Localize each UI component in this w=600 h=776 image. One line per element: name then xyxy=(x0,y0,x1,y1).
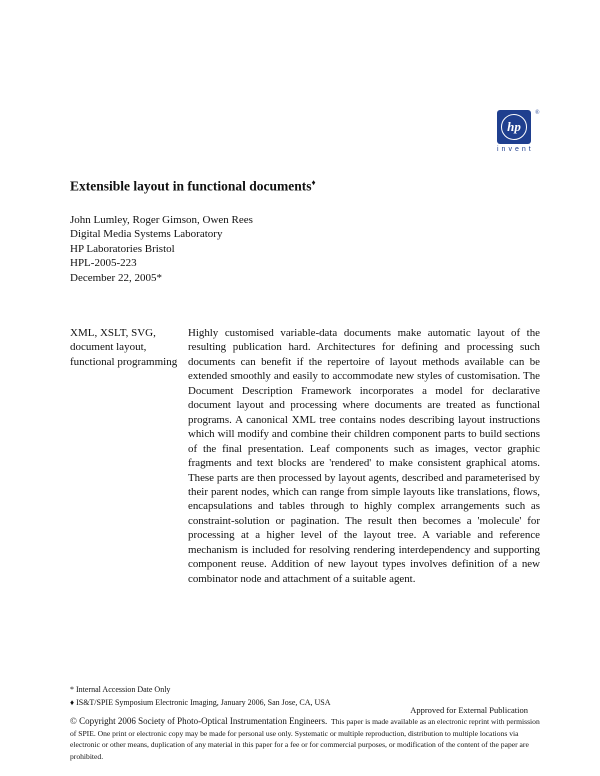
footnote-internal: * Internal Accession Date Only xyxy=(70,685,171,694)
logo-tagline: invent xyxy=(497,146,534,153)
hp-logo-badge xyxy=(497,110,531,144)
approval-note: Approved for External Publication xyxy=(410,705,528,715)
report-date: December 22, 2005* xyxy=(70,271,162,284)
copyright-lead: © Copyright 2006 Society of Photo-Optical Instrumentation Engineers. xyxy=(70,716,328,726)
author-lab: Digital Media Systems Laboratory xyxy=(70,228,223,241)
footnote-symposium: ♦ IS&T/SPIE Symposium Electronic Imaging, January 2006, San Jose, CA, USA xyxy=(70,698,331,707)
registered-mark: ® xyxy=(535,110,540,116)
author-names: John Lumley, Roger Gimson, Owen Rees xyxy=(70,214,253,226)
title-footnote-mark: ♦ xyxy=(311,178,316,187)
abstract: Highly customised variable-data documents make automatic layout of the resulting publication hard. Architectures for defining and processing such documents can benefit if the repertoire of layout methods available can be extended smoothly and easily to accommodate new styles of customisation. The Document Description Framework incorporates a model for declarative document layout and processing where documents are treated as functional programs. A canonical XML tree contains nodes describing layout instructions which will modify and combine their children component parts to build sections of the final presentation. Leaf components such as images, vector graphic fragments and text blocks are 'rendered' to make consistent graphical atoms. These parts are then processed by layout agents, described and parameterised by their parent nodes, which can range from simple layouts like translations, flows, encapsulations and tables through to highly complex arrangements such as constraint-solution or pagination. The result then becomes a 'molecule' for processing at a higher level of the layout tree. A variable and reference mechanism is included for resolving rendering interdependency and supporting component reuse. Addition of new layout types involves definition of a new combinator node and attachment of a suitable agent. xyxy=(188,327,540,585)
report-number: HPL-2005-223 xyxy=(70,257,137,270)
hp-logo-mark: hp xyxy=(501,114,527,140)
footnotes xyxy=(70,683,331,709)
hp-invent-logo xyxy=(497,110,547,153)
author-block xyxy=(70,213,253,285)
paper-title-text: Extensible layout in functional documents xyxy=(70,178,312,194)
keywords: XML, XSLT, SVG, document layout, functional programming xyxy=(70,327,178,368)
copyright-body: This paper is made available as an electronic reprint with permission of SPIE. One print or electronic copy may be made for personal use only. Systematic or multiple reproduction, distribution to multiple locations via electronic or other means, duplication of any material in this paper for a fee or for commercial purposes, or modification of the content of the paper are prohibited. xyxy=(70,717,540,761)
author-institution: HP Laboratories Bristol xyxy=(70,242,175,255)
paper-title xyxy=(70,178,316,195)
copyright-notice xyxy=(70,716,540,762)
